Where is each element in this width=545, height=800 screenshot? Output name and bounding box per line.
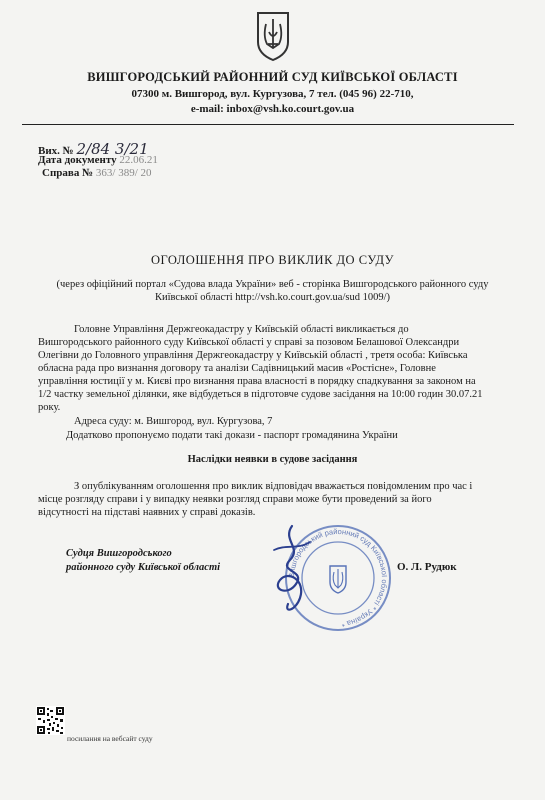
document-date-label: Дата документу <box>38 154 117 166</box>
consequence-line: З опублікуванням оголошення про виклик відповідач вважається повідомленим про час і <box>74 481 473 492</box>
consequences-body <box>38 480 506 519</box>
outgoing-number-value: 2/84 3/21 <box>76 140 149 158</box>
consequences-title: Наслідки неявки в судове засідання <box>187 454 358 465</box>
body-line: Олегівни до Головного управління Держгеокадастру у Київській області , третя особа: Київська <box>38 350 468 361</box>
seal-ring-text: Вишгородський районний суд Київської області * Україна * <box>286 526 390 629</box>
body-line: управління юстиції у м. Києві про визнання права власності в порядку спадкування за законом на <box>38 376 476 387</box>
coat-of-arms-icon <box>255 10 291 62</box>
body-line: обласна рада про визнання договору та аналізи Садівницький масив «Ростісне», Головне <box>38 363 436 374</box>
document-date <box>38 154 158 166</box>
handwritten-signature <box>262 520 322 620</box>
judge-role-line: районного суду Київської області <box>66 562 221 573</box>
judge-role-line: Судця Вишгородського <box>66 548 172 559</box>
header-divider <box>22 124 514 125</box>
qr-code <box>36 706 65 735</box>
footer-note: посилання на вебсайт суду <box>67 734 153 743</box>
case-number-label: Справа № <box>42 167 94 179</box>
body-line: Вишгородського районного суду Київської області у справі за позовом Белашової Олександри <box>38 337 460 348</box>
court-address-line: Адреса суду: м. Вишгород, вул. Кургузова, 7 <box>74 416 273 427</box>
notice-title: ОГОЛОШЕННЯ ПРО ВИКЛИК ДО СУДУ <box>150 253 395 267</box>
notice-subtitle-1: (через офіційний портал «Судова влада України» веб - сторінка Вишгородського районного суду <box>56 279 489 290</box>
notice-subtitle-2: Київської області http://vsh.ko.court.gov.ua/sud 1009/) <box>154 292 391 303</box>
judge-role <box>66 547 220 575</box>
notice-body <box>38 323 506 414</box>
case-number <box>42 167 152 179</box>
court-address: 07300 м. Вишгород, вул. Кургузова, 7 тел. (045 96) 22-710, <box>131 88 414 100</box>
document-date-value: 22.06.21 <box>119 154 158 166</box>
body-line: року. <box>38 402 61 413</box>
documents-line: Додатково пропонуємо подати такі докази - паспорт громадянина України <box>66 430 398 441</box>
case-number-value: 363/ 389/ 20 <box>95 167 152 179</box>
body-line: Головне Управління Держгеокадастру у Київській області викликається до <box>74 324 409 335</box>
consequence-line: відсутності на підставі наявних у справі доказів. <box>38 507 256 518</box>
consequence-line: місце розгляду справи і у випадку неявки розгляд справи може бути проведений за його <box>38 494 432 505</box>
court-name: ВИШГОРОДСЬКИЙ РАЙОННИЙ СУД КИЇВСЬКОЇ ОБЛАСТІ <box>87 70 458 84</box>
court-email: e-mail: inbox@vsh.ko.court.gov.ua <box>190 103 355 115</box>
judge-name: О. Л. Рудюк <box>397 561 457 573</box>
body-line: 1/2 частку земельної ділянки, яке відбудеться в підготовче судове засідання на 10:00 годин 30.07.21 <box>38 389 483 400</box>
outgoing-number-label: Вих. № <box>38 145 74 157</box>
